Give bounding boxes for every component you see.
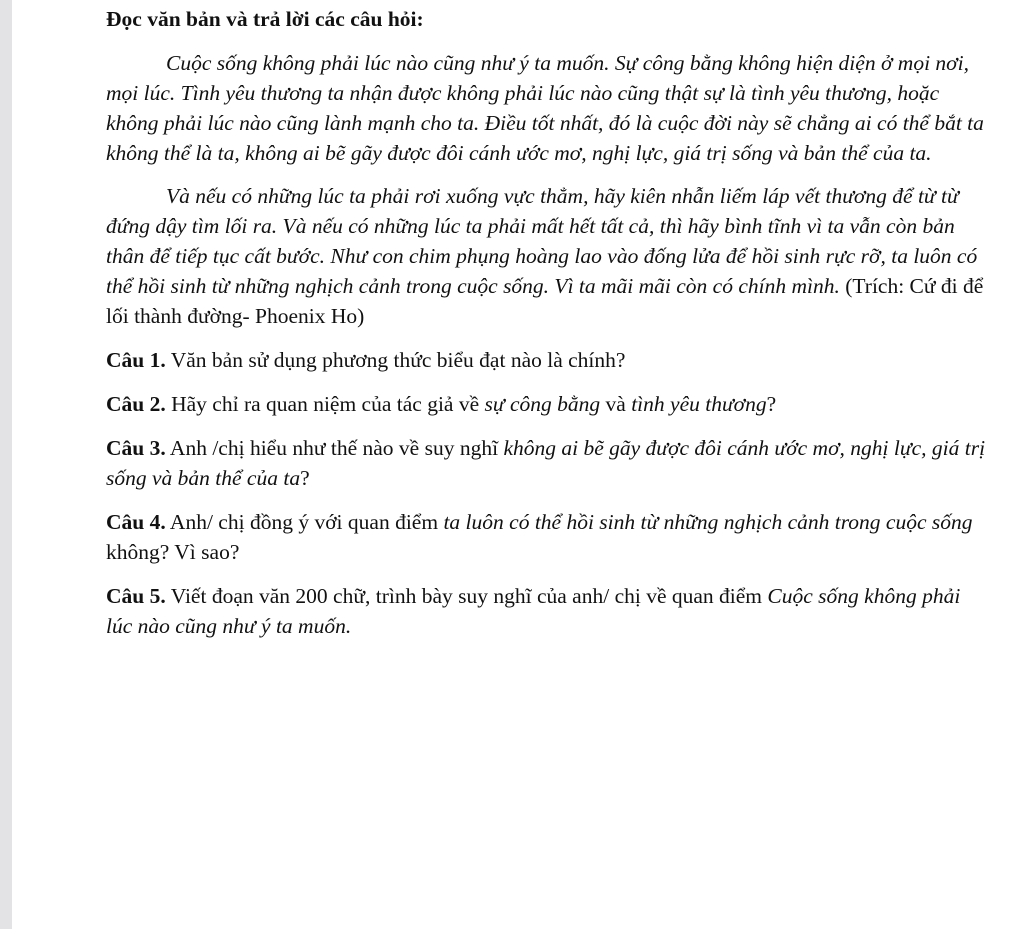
question-4-number: Câu 4. — [106, 510, 166, 534]
question-2-conjunction: và — [600, 392, 632, 416]
passage-paragraph-1-text: Cuộc sống không phải lúc nào cũng như ý ta muốn. Sự công bằng không hiện diện ở mọi nơi, mọi lúc. Tình yêu thương ta nhận được không phải lúc nào cũng thật sự là tình yêu thương, hoặc không phải lúc nào cũng lành mạnh cho ta. Điều tốt nhất, đó là cuộc đời này sẽ chẳng ai có thể bắt ta không thể là ta, không ai bẽ gãy được đôi cánh ước mơ, nghị lực, giá trị sống và bản thể của ta. — [106, 51, 984, 165]
question-4-quote: ta luôn có thể hồi sinh từ những nghịch cảnh trong cuộc sống — [443, 510, 973, 534]
question-3 — [106, 433, 986, 493]
question-1 — [106, 345, 986, 375]
left-margin-strip — [0, 0, 12, 929]
question-4-end: không? Vì sao? — [106, 540, 240, 564]
question-3-quote: không ai bẽ gãy được đôi cánh ước mơ, nghị lực, giá trị sống và bản thể của ta — [106, 436, 986, 490]
question-3-text: Anh /chị hiểu như thế nào về suy nghĩ — [165, 436, 504, 460]
question-1-number: Câu 1. — [106, 348, 166, 372]
document-content — [106, 4, 986, 641]
question-3-end: ? — [300, 466, 310, 490]
question-4-text: Anh/ chị đồng ý với quan điểm — [165, 510, 444, 534]
passage-paragraph-2-text: Và nếu có những lúc ta phải rơi xuống vực thẳm, hãy kiên nhẫn liếm láp vết thương để từ từ đứng dậy tìm lối ra. Và nếu có những lúc ta phải mất hết tất cả, thì hãy bình tĩnh vì ta vẫn còn bản thân để tiếp tục cất bước. Như con chim phụng hoàng lao vào đống lửa để hồi sinh rực rỡ, ta luôn có thể hồi sinh từ những nghịch cảnh trong cuộc sống. Vì ta mãi mãi còn có chính mình. — [106, 184, 978, 298]
question-5-quote: Cuộc sống không phải lúc nào cũng như ý ta muốn. — [106, 584, 961, 638]
question-2-text: Hãy chỉ ra quan niệm của tác giả về — [165, 392, 485, 416]
document-heading: Đọc văn bản và trả lời các câu hỏi: — [106, 7, 424, 31]
question-2 — [106, 389, 986, 419]
question-2-end: ? — [766, 392, 777, 416]
question-1-text: Văn bản sử dụng phương thức biểu đạt nào là chính? — [165, 348, 626, 372]
question-2-term-love: tình yêu thương — [631, 392, 767, 416]
question-2-number: Câu 2. — [106, 392, 166, 416]
passage-source: (Trích: Cứ đi để lối thành đường- Phoenix Ho) — [106, 274, 984, 328]
question-4 — [106, 507, 986, 567]
document-page — [12, 0, 1024, 929]
passage-paragraph-1 — [106, 48, 986, 168]
question-5 — [106, 581, 986, 641]
question-2-term-fairness: sự công bằng — [484, 392, 601, 416]
question-5-text: Viết đoạn văn 200 chữ, trình bày suy nghĩ của anh/ chị về quan điểm — [165, 584, 768, 608]
question-3-number: Câu 3. — [106, 436, 166, 460]
passage-paragraph-2 — [106, 181, 986, 331]
question-5-number: Câu 5. — [106, 584, 166, 608]
